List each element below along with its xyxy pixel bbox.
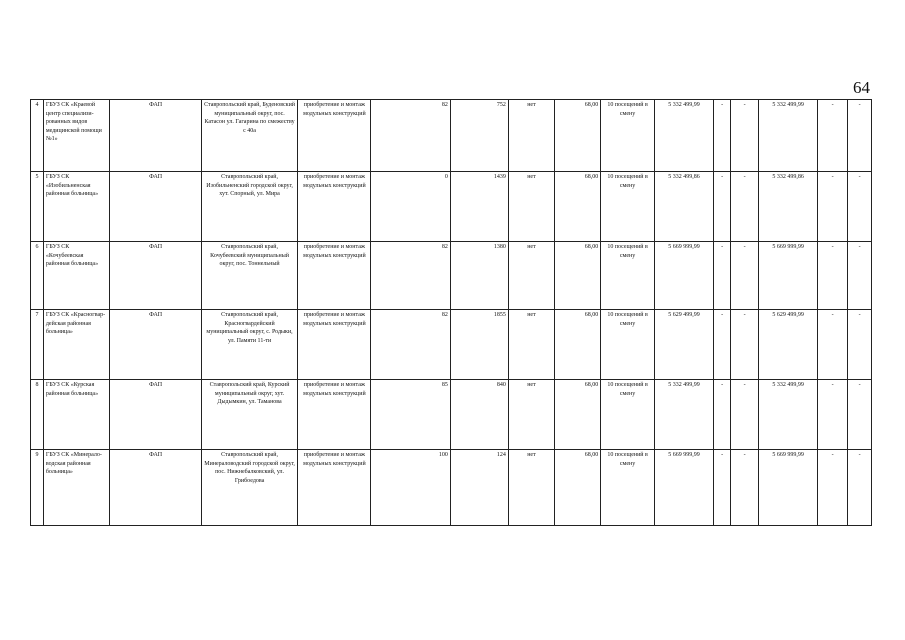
area-cell: 68,00 — [555, 310, 601, 380]
capacity-cell: 10 посещений в смену — [601, 242, 655, 310]
table-row — [31, 380, 872, 450]
flag-cell: нет — [508, 380, 554, 450]
facility-type-cell: ФАП — [110, 100, 201, 172]
population-cell: 840 — [450, 380, 508, 450]
dash-cell: - — [818, 172, 848, 242]
organization-cell: ГБУЗ СК «Краевой центр специализи-рованных видов медицинской помощи №1» — [43, 100, 110, 172]
work-type-cell: приобретение и монтаж модульных конструкций — [298, 380, 371, 450]
distance-cell: 0 — [371, 172, 450, 242]
area-cell: 68,00 — [555, 242, 601, 310]
row-number: 7 — [31, 310, 44, 380]
work-type-cell: приобретение и монтаж модульных конструкций — [298, 172, 371, 242]
facility-type-cell: ФАП — [110, 380, 201, 450]
distance-cell: 85 — [371, 380, 450, 450]
capacity-cell: 10 посещений в смену — [601, 100, 655, 172]
address-cell: Ставропольский край, Курский муниципальный округ, хут. Дыдымкин, ул. Таманова — [201, 380, 298, 450]
dash-cell: - — [848, 172, 872, 242]
dash-cell: - — [848, 450, 872, 526]
flag-cell: нет — [508, 450, 554, 526]
address-cell: Ставропольский край, Изобильненский городской округ, хут. Спорный, ул. Мира — [201, 172, 298, 242]
dash-cell: - — [848, 242, 872, 310]
dash-cell: - — [848, 100, 872, 172]
organization-cell: ГБУЗ СК «Минерало-водская районная больница» — [43, 450, 110, 526]
dash-cell: - — [818, 380, 848, 450]
flag-cell: нет — [508, 172, 554, 242]
dash-cell: - — [818, 450, 848, 526]
distance-cell: 82 — [371, 310, 450, 380]
area-cell: 68,00 — [555, 100, 601, 172]
area-cell: 68,00 — [555, 172, 601, 242]
facility-type-cell: ФАП — [110, 242, 201, 310]
distance-cell: 100 — [371, 450, 450, 526]
facility-type-cell: ФАП — [110, 172, 201, 242]
work-type-cell: приобретение и монтаж модульных конструкций — [298, 242, 371, 310]
facilities-table — [30, 99, 872, 526]
work-type-cell: приобретение и монтаж модульных конструкций — [298, 450, 371, 526]
dash-cell: - — [713, 100, 730, 172]
dash-cell: - — [731, 172, 759, 242]
total-cost-cell: 5 669 999,99 — [654, 242, 713, 310]
population-cell: 752 — [450, 100, 508, 172]
area-cell: 68,00 — [555, 380, 601, 450]
facility-type-cell: ФАП — [110, 310, 201, 380]
dash-cell: - — [713, 242, 730, 310]
capacity-cell: 10 посещений в смену — [601, 450, 655, 526]
dash-cell: - — [848, 380, 872, 450]
amount-cell: 5 332 499,99 — [759, 380, 818, 450]
dash-cell: - — [713, 172, 730, 242]
address-cell: Ставропольский край, Буденовский муниципальный округ, пос. Катасон ул. Гагарина по смежеству с 40а — [201, 100, 298, 172]
row-number: 9 — [31, 450, 44, 526]
flag-cell: нет — [508, 310, 554, 380]
population-cell: 1380 — [450, 242, 508, 310]
capacity-cell: 10 посещений в смену — [601, 310, 655, 380]
table-row — [31, 100, 872, 172]
population-cell: 124 — [450, 450, 508, 526]
amount-cell: 5 669 999,99 — [759, 242, 818, 310]
population-cell: 1439 — [450, 172, 508, 242]
work-type-cell: приобретение и монтаж модульных конструкций — [298, 100, 371, 172]
capacity-cell: 10 посещений в смену — [601, 380, 655, 450]
organization-cell: ГБУЗ СК «Курская районная больница» — [43, 380, 110, 450]
total-cost-cell: 5 332 499,86 — [654, 172, 713, 242]
dash-cell: - — [731, 450, 759, 526]
amount-cell: 5 629 499,99 — [759, 310, 818, 380]
dash-cell: - — [731, 310, 759, 380]
table-row — [31, 172, 872, 242]
page-number: 64 — [853, 78, 870, 97]
dash-cell: - — [731, 380, 759, 450]
address-cell: Ставропольский край, Красногвардейский муниципальный округ, с. Родыки, ул. Памяти 11-ти — [201, 310, 298, 380]
dash-cell: - — [818, 100, 848, 172]
flag-cell: нет — [508, 242, 554, 310]
row-number: 4 — [31, 100, 44, 172]
amount-cell: 5 332 499,86 — [759, 172, 818, 242]
row-number: 6 — [31, 242, 44, 310]
total-cost-cell: 5 669 999,99 — [654, 450, 713, 526]
table-row — [31, 450, 872, 526]
population-cell: 1855 — [450, 310, 508, 380]
flag-cell: нет — [508, 100, 554, 172]
dash-cell: - — [713, 450, 730, 526]
dash-cell: - — [713, 310, 730, 380]
total-cost-cell: 5 332 499,99 — [654, 380, 713, 450]
dash-cell: - — [731, 100, 759, 172]
dash-cell: - — [731, 242, 759, 310]
dash-cell: - — [818, 242, 848, 310]
organization-cell: ГБУЗ СК «Кочубеевская районная больница» — [43, 242, 110, 310]
address-cell: Ставропольский край, Кочубеевский муниципальный округ, пос. Тоннельный — [201, 242, 298, 310]
table-row — [31, 310, 872, 380]
address-cell: Ставропольский край, Минераловодский городской округ, пос. Нижнебалковский, ул. Грибоедова — [201, 450, 298, 526]
organization-cell: ГБУЗ СК «Изобильненская районная больница» — [43, 172, 110, 242]
table-row — [31, 242, 872, 310]
work-type-cell: приобретение и монтаж модульных конструкций — [298, 310, 371, 380]
dash-cell: - — [713, 380, 730, 450]
dash-cell: - — [818, 310, 848, 380]
area-cell: 68,00 — [555, 450, 601, 526]
facility-type-cell: ФАП — [110, 450, 201, 526]
row-number: 8 — [31, 380, 44, 450]
distance-cell: 82 — [371, 100, 450, 172]
total-cost-cell: 5 629 499,99 — [654, 310, 713, 380]
total-cost-cell: 5 332 499,99 — [654, 100, 713, 172]
dash-cell: - — [848, 310, 872, 380]
distance-cell: 82 — [371, 242, 450, 310]
row-number: 5 — [31, 172, 44, 242]
capacity-cell: 10 посещений в смену — [601, 172, 655, 242]
organization-cell: ГБУЗ СК «Красногвар-дейская районная больница» — [43, 310, 110, 380]
amount-cell: 5 332 499,99 — [759, 100, 818, 172]
amount-cell: 5 669 999,99 — [759, 450, 818, 526]
